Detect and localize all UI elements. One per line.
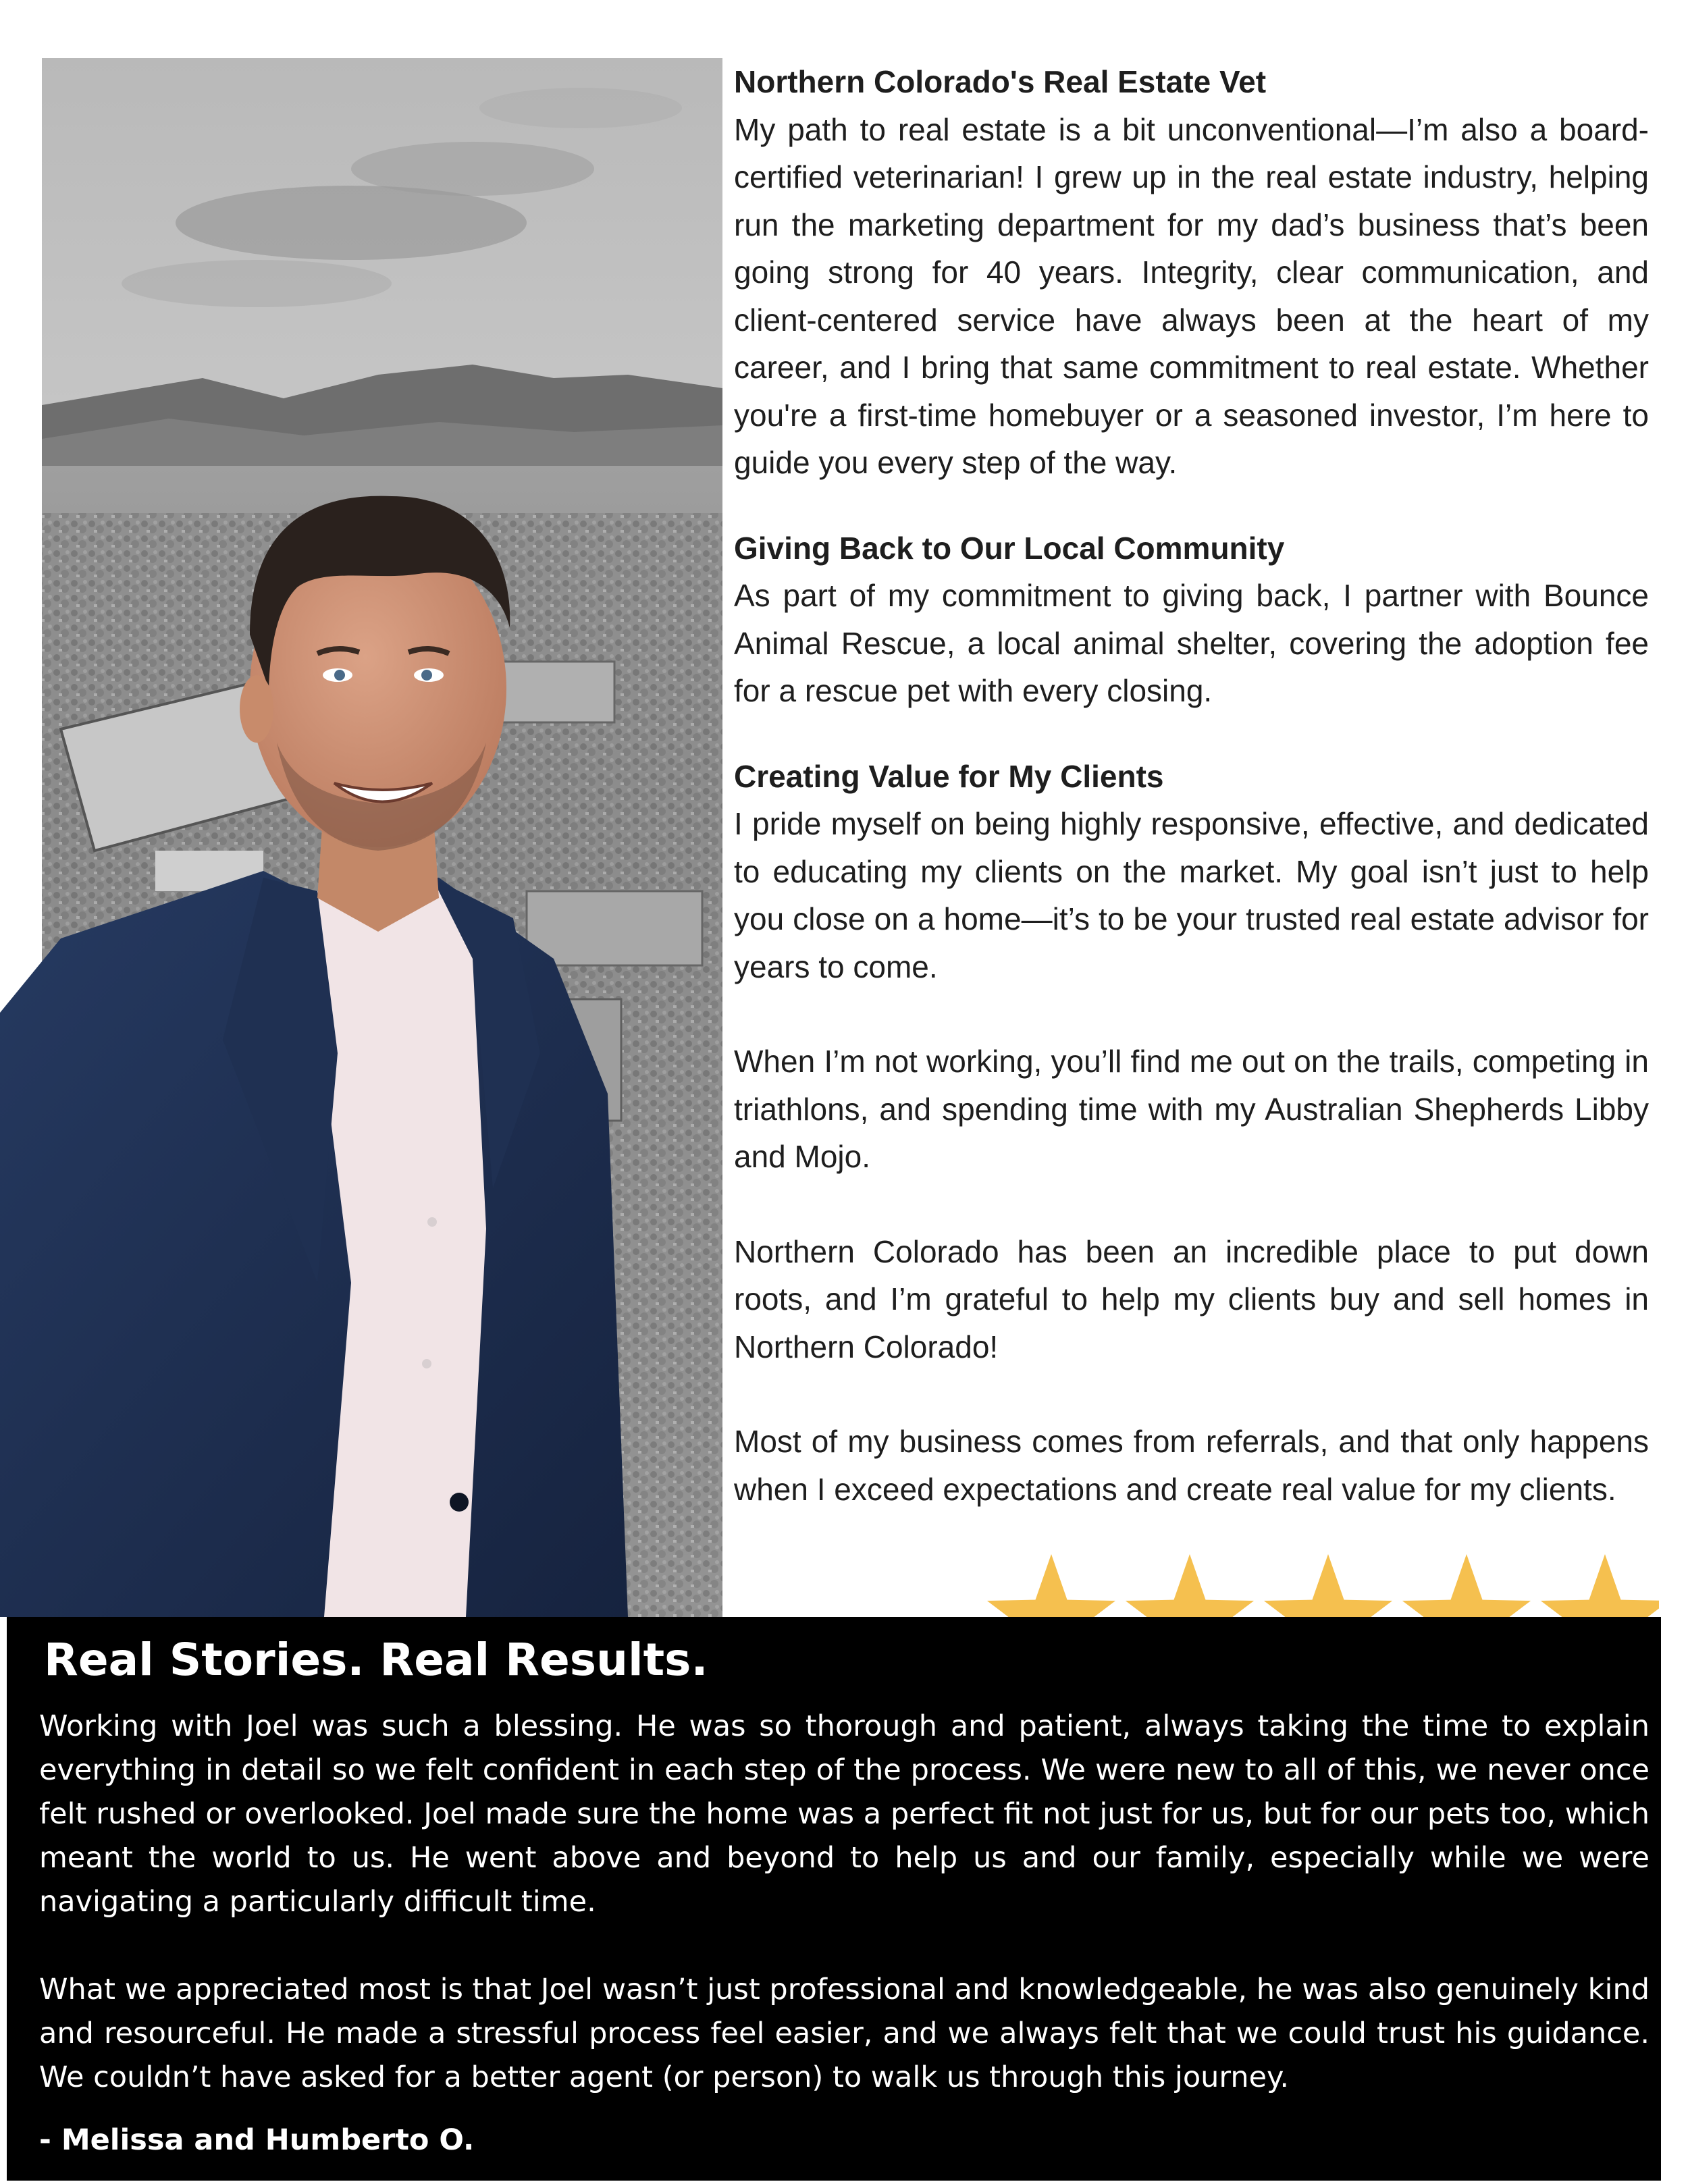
testimonial-signature: - Melissa and Humberto O. xyxy=(39,2123,475,2157)
agent-photo xyxy=(0,0,722,1617)
testimonial-title: Real Stories. Real Results. xyxy=(44,1634,708,1686)
testimonial-paragraph: What we appreciated most is that Joel wasn’t just professional and knowledgeable, he was also genuinely kind and resourceful. He made a stressful process feel easier, and we always felt that we could trust his guidance. We couldn’t have asked for a better agent (or person) to walk us through this journey. xyxy=(39,1973,1650,2094)
bio-heading-giving-back: Giving Back to Our Local Community xyxy=(734,530,1285,566)
testimonial-panel xyxy=(7,1617,1661,2181)
testimonial-quote xyxy=(39,1705,1650,2100)
bio-paragraph-giving-back: As part of my commitment to giving back, I partner with Bounce Animal Rescue, a local animal shelter, covering the adoption fee for a rescue pet with every closing. xyxy=(734,578,1649,708)
bio-heading-creating-value: Creating Value for My Clients xyxy=(734,758,1164,794)
bio-paragraph-background: My path to real estate is a bit unconventional—I’m also a board-certified veterinarian! I grew up in the real estate industry, helping run the marketing department for my dad’s business that’s been going strong for 40 years. Integrity, clear communication, and client-centered service have always been at the heart of my career, and I bring that same commitment to real estate. Whether you're a first-time homebuyer or a seasoned investor, I’m here to guide you every step of the way. xyxy=(734,111,1649,480)
testimonial-paragraph: Working with Joel was such a blessing. He was so thorough and patient, always taking the time to explain everything in detail so we felt confident in each step of the process. We were new to all of this, we never once felt rushed or overlooked. Joel made sure the home was a perfect fit not just for us, but for our pets too, which meant the world to us. He went above and beyond to help us and our family, especially while we were navigating a particularly difficult time. xyxy=(39,1709,1650,1919)
aerial-city-background xyxy=(0,0,722,1617)
bio-paragraph-referrals: Most of my business comes from referrals, and that only happens when I exceed expectations and create real value for my clients. xyxy=(734,1424,1649,1507)
bio-paragraph-northern-colorado: Northern Colorado has been an incredible place to put down roots, and I’m grateful to help my clients buy and sell homes in Northern Colorado! xyxy=(734,1233,1649,1364)
bio-heading-real-estate-vet: Northern Colorado's Real Estate Vet xyxy=(734,64,1267,99)
bio-paragraph-hobbies: When I’m not working, you’ll find me out on the trails, competing in triathlons, and spending time with my Australian Shepherds Libby and Mojo. xyxy=(734,1044,1649,1174)
bio-paragraph-creating-value: I pride myself on being highly responsive, effective, and dedicated to educating my clients on the market. My goal isn’t just to help you close on a home—it’s to be your trusted real estate advisor for years to come. xyxy=(734,806,1649,984)
bio-column xyxy=(734,58,1649,1513)
